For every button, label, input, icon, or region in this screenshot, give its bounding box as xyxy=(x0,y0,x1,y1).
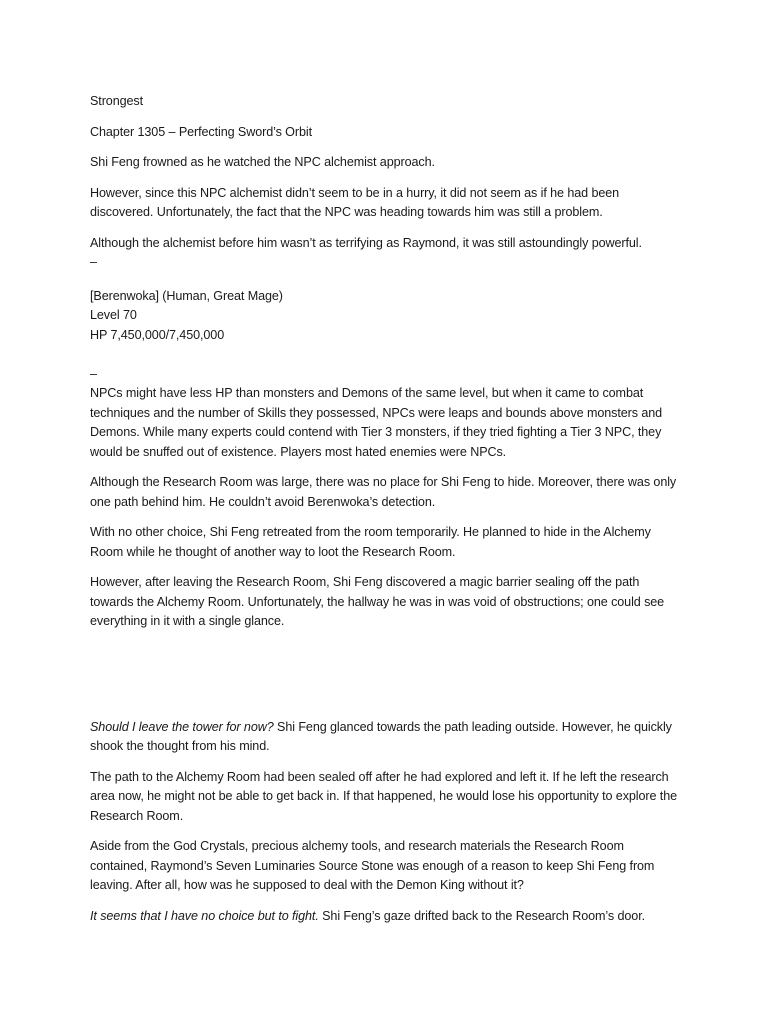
document-page xyxy=(90,92,680,937)
chapter-title: Chapter 1305 – Perfecting Sword’s Orbit xyxy=(90,124,312,139)
paragraph-11 xyxy=(90,907,680,927)
paragraph-7: However, after leaving the Research Room, Shi Feng discovered a magic barrier sealing off the path towards the Alchemy Room. Unfortunately, the hallway he was in was void of obstructions; one could see everything in it with a single glance. xyxy=(90,575,665,628)
stat-name: [Berenwoka] (Human, Great Mage) xyxy=(90,288,283,303)
stat-hp: HP 7,450,000/7,450,000 xyxy=(90,327,225,342)
dash-separator-2: – xyxy=(90,366,97,381)
paragraph-8-text: Shi Feng glanced towards the path leading outside. However, he quickly shook the thought from his mind. xyxy=(90,719,672,753)
document-header: Strongest xyxy=(90,94,144,108)
dash-separator-1: – xyxy=(90,255,97,269)
paragraph-10: Aside from the God Crystals, precious alchemy tools, and research materials the Research Room contained, Raymond’s Seven Luminaries Source Stone was enough of a reason to keep Shi Feng from leaving. After all, how was he supposed to deal with the Demon King without it? xyxy=(90,839,655,892)
paragraph-4: NPCs might have less HP than monsters and Demons of the same level, but when it came to combat techniques and the number of Skills they possessed, NPCs were leaps and bounds above monsters and Demons. While many experts could contend with Tier 3 monsters, if they tried fighting a Tier 3 NPC, they would be snuffed out of existence. Players most hated enemies were NPCs. xyxy=(90,386,663,459)
blank-line xyxy=(90,345,680,365)
stat-block xyxy=(90,287,680,365)
paragraph-3: Although the alchemist before him wasn’t as terrifying as Raymond, it was still astoundingly powerful. xyxy=(90,235,642,250)
paragraph-11-thought: It seems that I have no choice but to fight. xyxy=(90,908,319,923)
paragraph-9: The path to the Alchemy Room had been sealed off after he had explored and left it. If he left the research area now, he might not be able to get back in. If that happened, he would lose his opportunity to explore the Research Room. xyxy=(90,769,678,823)
stat-level: Level 70 xyxy=(90,308,137,322)
paragraph-5: Although the Research Room was large, there was no place for Shi Feng to hide. Moreover, there was only one path behind him. He couldn’t avoid Berenwoka’s detection. xyxy=(90,475,677,509)
section-spacer xyxy=(90,643,680,718)
paragraph-8 xyxy=(90,718,680,757)
paragraph-6: With no other choice, Shi Feng retreated from the room temporarily. He planned to hide in the Alchemy Room while he thought of another way to loot the Research Room. xyxy=(90,525,651,559)
paragraph-8-thought: Should I leave the tower for now? xyxy=(90,719,274,734)
paragraph-1: Shi Feng frowned as he watched the NPC alchemist approach. xyxy=(90,155,435,169)
paragraph-11-text: Shi Feng’s gaze drifted back to the Research Room’s door. xyxy=(318,908,645,923)
paragraph-2: However, since this NPC alchemist didn’t seem to be in a hurry, it did not seem as if he had been discovered. Unfortunately, the fact that the NPC was heading towards him was still a problem. xyxy=(90,185,620,219)
